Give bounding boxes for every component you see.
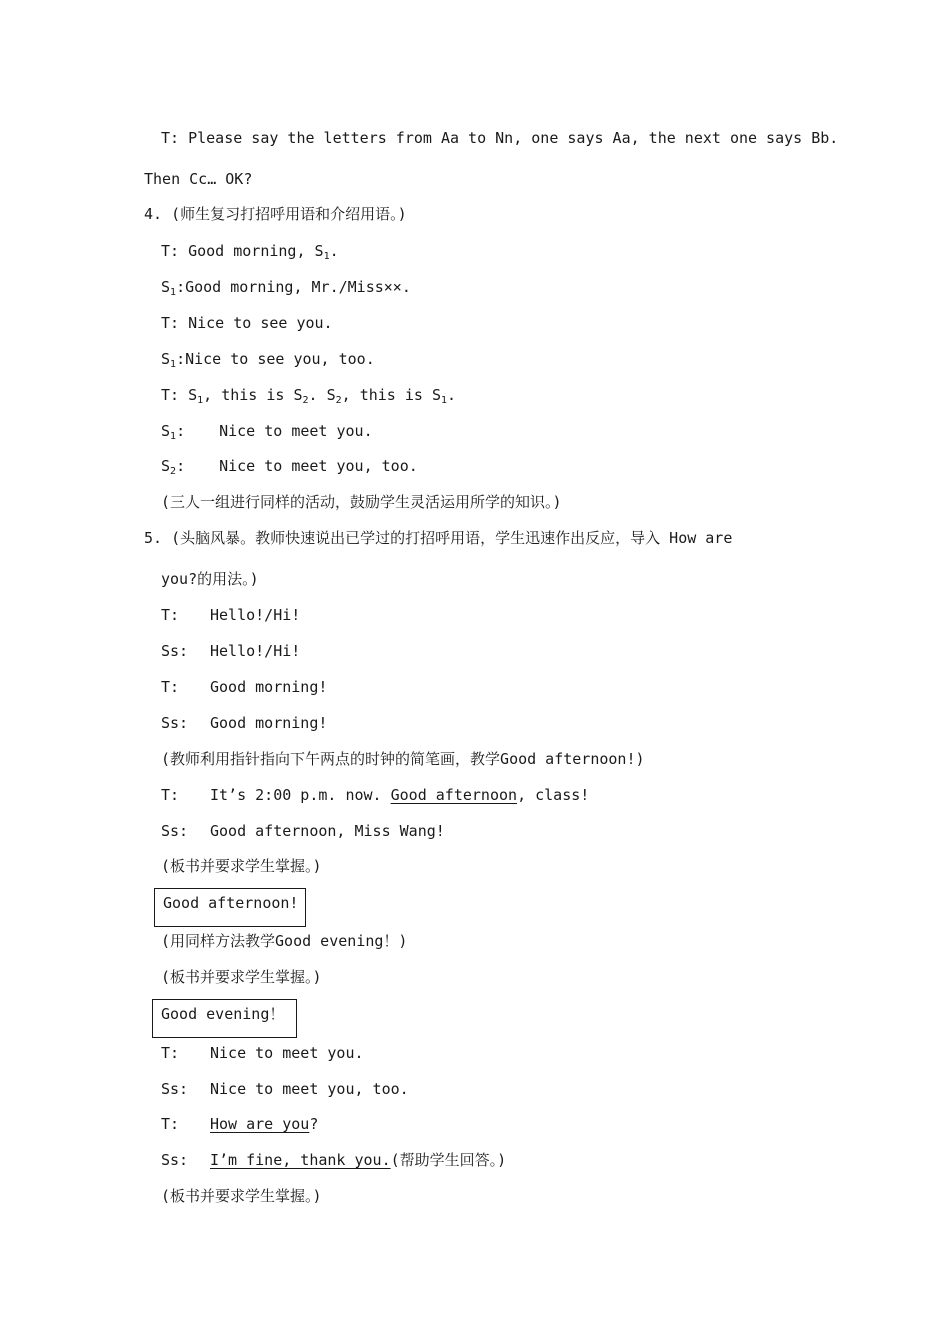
dialog-line: T: Nice to meet you. [161, 1044, 364, 1062]
section-5-heading-cont: you?的用法。) [161, 570, 259, 588]
dialog-line: T: $S_1$, this is $S_2$. $S_2$, this is $S_1$. [161, 386, 457, 406]
board-note: (板书并要求学生掌握。) [161, 857, 322, 875]
board-note: (板书并要求学生掌握。) [161, 1187, 322, 1205]
dialog-line: T: Hello!/Hi! [161, 606, 301, 624]
dialog-line: $S_1:Nice$ to see you, too. [161, 350, 375, 370]
group-note: (三人一组进行同样的活动，鼓励学生灵活运用所学的知识。) [161, 493, 562, 511]
dialog-line: Ss: Good morning! [161, 714, 328, 732]
board-box-text: Good afternoon! [163, 894, 299, 912]
board-box-afternoon [154, 888, 306, 927]
dialog-line: T: Good morning! [161, 678, 328, 696]
dialog-line: Ss: Good afternoon, Miss Wang! [161, 822, 445, 840]
section-5-heading: 5. (头脑风暴。教师快速说出已学过的打招呼用语，学生迅速作出反应，导入 How are [144, 529, 733, 547]
dialog-line: $S_1$: Nice to meet you. [161, 422, 373, 442]
dialog-line: Ss: Hello!/Hi! [161, 642, 301, 660]
instruction-letters: T: Please say the letters from Aa to Nn, one says Aa, the next one says Bb. [161, 129, 839, 147]
dialog-line: $S_1:Good$ morning, Mr./Miss××. [161, 278, 411, 298]
dialog-line: Ss: Nice to meet you, too. [161, 1080, 409, 1098]
dialog-line: Ss: I’m fine, thank you.(帮助学生回答。) [161, 1151, 507, 1169]
board-note: (板书并要求学生掌握。) [161, 968, 322, 986]
dialog-line: T: Nice to see you. [161, 314, 333, 332]
dialog-line: T: It’s 2:00 p.m. now. Good afternoon, class! [161, 786, 590, 804]
same-method-note: (用同样方法教学Good evening！) [161, 932, 408, 950]
board-box-text: Good evening！ [161, 1005, 285, 1023]
board-box-evening [152, 999, 297, 1038]
section-4-heading: 4. (师生复习打招呼用语和介绍用语。) [144, 205, 407, 223]
clock-note: (教师利用指针指向下午两点的时钟的简笔画，教学Good afternoon!) [161, 750, 645, 768]
dialog-line: $S_2$: Nice to meet you, too. [161, 457, 418, 477]
dialog-line: T: Good morning, $S_1$. [161, 242, 339, 262]
instruction-letters-cont: Then Cc… OK? [144, 170, 253, 188]
dialog-line: T: How are you? [161, 1115, 319, 1133]
